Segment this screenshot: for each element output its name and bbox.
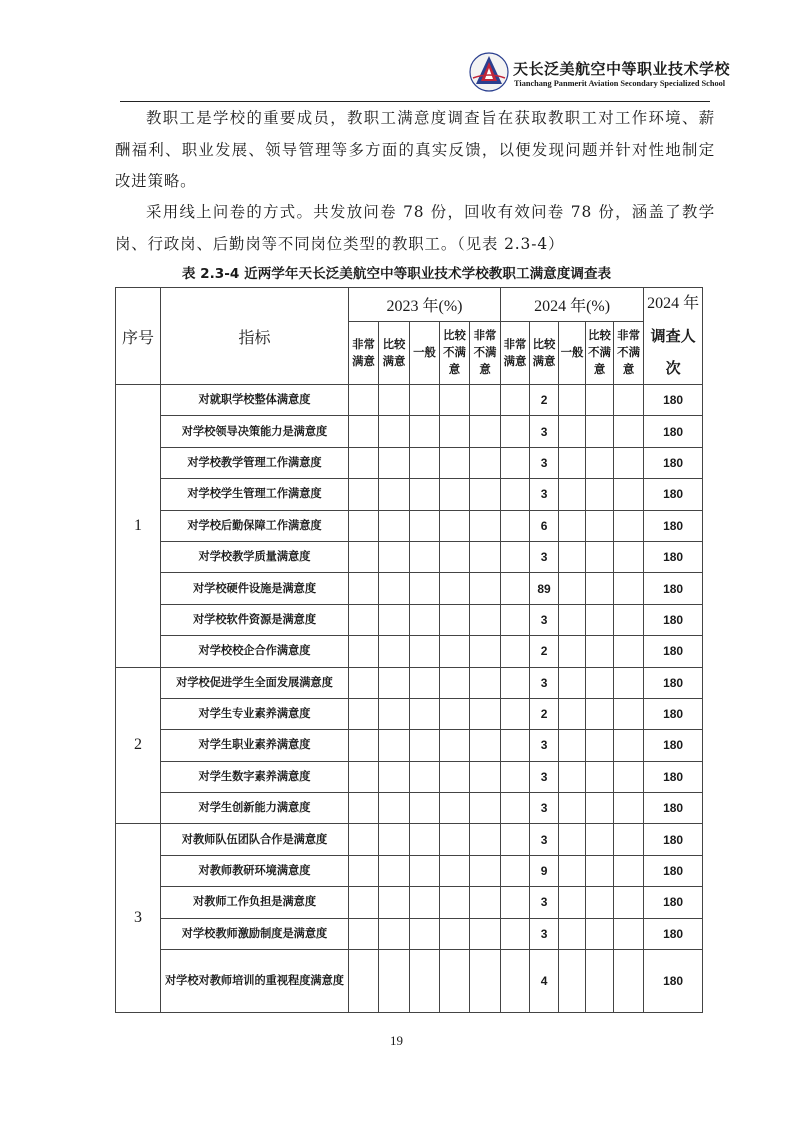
value-cell (614, 824, 644, 855)
school-logo-icon (469, 52, 509, 92)
value-cell (470, 761, 501, 792)
indicator-cell: 对学校软件资源是满意度 (161, 604, 349, 635)
value-cell (470, 447, 501, 478)
value-cell (410, 667, 440, 698)
value-cell (470, 855, 501, 886)
value-cell (379, 698, 410, 729)
table-row (116, 447, 703, 478)
table-row (116, 698, 703, 729)
value-cell (379, 793, 410, 824)
value-cell (586, 416, 614, 447)
value-cell (586, 479, 614, 510)
value-cell (440, 385, 470, 416)
value-cell (470, 824, 501, 855)
value-cell (410, 541, 440, 572)
value-cell (410, 385, 440, 416)
value-cell (614, 636, 644, 667)
survey-count-cell: 180 (644, 447, 703, 478)
value-cell (501, 447, 530, 478)
value-cell (586, 761, 614, 792)
header-level-line: 非常 (473, 328, 497, 343)
value-cell (501, 385, 530, 416)
value-cell (501, 479, 530, 510)
value-cell (440, 510, 470, 541)
indicator-cell: 对教师队伍团队合作是满意度 (161, 824, 349, 855)
value-2024-satisfied: 3 (530, 447, 559, 478)
header-level-2023-1 (379, 321, 410, 384)
table-row (116, 793, 703, 824)
value-cell (559, 510, 586, 541)
value-cell (379, 510, 410, 541)
value-cell (501, 887, 530, 918)
value-cell (410, 824, 440, 855)
value-cell (501, 541, 530, 572)
value-cell (614, 698, 644, 729)
value-2024-satisfied: 3 (530, 730, 559, 761)
value-2024-satisfied: 2 (530, 698, 559, 729)
header-level-2024-4 (614, 321, 644, 384)
value-cell (586, 730, 614, 761)
value-cell (410, 918, 440, 949)
indicator-cell: 对学校促进学生全面发展满意度 (161, 667, 349, 698)
value-cell (586, 541, 614, 572)
value-cell (470, 730, 501, 761)
value-cell (470, 793, 501, 824)
value-cell (559, 604, 586, 635)
value-2024-satisfied: 89 (530, 573, 559, 604)
value-cell (440, 698, 470, 729)
value-cell (349, 604, 379, 635)
survey-count-cell: 180 (644, 573, 703, 604)
value-cell (349, 730, 379, 761)
value-cell (559, 761, 586, 792)
survey-count-cell: 180 (644, 636, 703, 667)
value-cell (501, 761, 530, 792)
value-2024-satisfied: 3 (530, 761, 559, 792)
table-row (116, 667, 703, 698)
value-cell (410, 887, 440, 918)
value-cell (614, 950, 644, 1013)
survey-count-cell: 180 (644, 887, 703, 918)
survey-count-cell: 180 (644, 793, 703, 824)
value-cell (501, 510, 530, 541)
header-level-line: 满意 (382, 353, 406, 368)
value-cell (470, 918, 501, 949)
indicator-cell: 对学生创新能力满意度 (161, 793, 349, 824)
table-row (116, 636, 703, 667)
value-cell (501, 604, 530, 635)
value-cell (349, 447, 379, 478)
value-cell (586, 950, 614, 1013)
value-cell (440, 761, 470, 792)
value-2024-satisfied: 3 (530, 541, 559, 572)
value-cell (586, 667, 614, 698)
value-cell (614, 479, 644, 510)
value-cell (440, 667, 470, 698)
value-cell (349, 887, 379, 918)
value-cell (470, 510, 501, 541)
value-cell (379, 479, 410, 510)
value-cell (586, 385, 614, 416)
value-cell (614, 918, 644, 949)
value-cell (470, 541, 501, 572)
indicator-cell: 对教师工作负担是满意度 (161, 887, 349, 918)
value-cell (470, 573, 501, 604)
indicator-cell: 对学校学生管理工作满意度 (161, 479, 349, 510)
value-cell (614, 416, 644, 447)
value-cell (559, 887, 586, 918)
header-year-2023: 2023 年(%) (349, 288, 501, 322)
table-row (116, 918, 703, 949)
survey-count-cell: 180 (644, 918, 703, 949)
header-count-line3: 次 (665, 359, 681, 377)
value-cell (379, 447, 410, 478)
survey-count-cell: 180 (644, 416, 703, 447)
survey-count-cell: 180 (644, 824, 703, 855)
value-2024-satisfied: 3 (530, 479, 559, 510)
school-name-en: Tianchang Panmerit Aviation Secondary Specialized School (514, 79, 726, 88)
value-cell (379, 667, 410, 698)
table-row (116, 416, 703, 447)
header-indicator: 指标 (161, 288, 349, 385)
table-row (116, 824, 703, 855)
survey-count-cell: 180 (644, 730, 703, 761)
value-cell (440, 636, 470, 667)
value-cell (501, 573, 530, 604)
value-cell (349, 824, 379, 855)
value-cell (440, 855, 470, 886)
header-level-2024-3 (586, 321, 614, 384)
table-row (116, 604, 703, 635)
indicator-cell: 对学校对教师培训的重视程度满意度 (161, 950, 349, 1013)
value-cell (349, 385, 379, 416)
value-cell (614, 667, 644, 698)
value-cell (379, 636, 410, 667)
value-cell (470, 887, 501, 918)
value-cell (501, 855, 530, 886)
value-cell (470, 667, 501, 698)
value-cell (410, 416, 440, 447)
value-cell (379, 416, 410, 447)
header-level-line: 非常 (617, 328, 640, 343)
value-cell (410, 447, 440, 478)
value-cell (440, 793, 470, 824)
table-row (116, 385, 703, 416)
table-row (116, 479, 703, 510)
value-2024-satisfied: 4 (530, 950, 559, 1013)
table-caption: 表 2.3-4 近两学年天长泛美航空中等职业技术学校教职工满意度调查表 (181, 266, 612, 282)
value-cell (410, 636, 440, 667)
value-cell (440, 824, 470, 855)
indicator-cell: 对就职学校整体满意度 (161, 385, 349, 416)
survey-count-cell: 180 (644, 698, 703, 729)
value-cell (501, 698, 530, 729)
value-2024-satisfied: 2 (530, 385, 559, 416)
method-paragraph: 采用线上问卷的方式。共发放问卷 78 份，回收有效问卷 78 份，涵盖了教学岗、行政岗、后勤岗等不同岗位类型的教职工。（见表 2.3-4） (115, 203, 715, 253)
value-cell (559, 667, 586, 698)
value-cell (440, 416, 470, 447)
value-cell (440, 887, 470, 918)
value-cell (586, 636, 614, 667)
table-row (116, 887, 703, 918)
value-cell (379, 385, 410, 416)
value-cell (440, 573, 470, 604)
group-number: 3 (116, 824, 161, 1013)
group-number: 1 (116, 385, 161, 668)
value-cell (501, 918, 530, 949)
value-cell (586, 698, 614, 729)
indicator-cell: 对学校教师激励制度是满意度 (161, 918, 349, 949)
survey-count-cell: 180 (644, 604, 703, 635)
value-cell (614, 385, 644, 416)
value-cell (349, 479, 379, 510)
value-cell (410, 950, 440, 1013)
value-cell (559, 416, 586, 447)
value-cell (559, 855, 586, 886)
survey-count-cell: 180 (644, 761, 703, 792)
header-level-line: 非常 (352, 336, 375, 351)
value-cell (349, 416, 379, 447)
value-cell (349, 667, 379, 698)
header-level-line: 不满 (473, 345, 497, 360)
survey-count-cell: 180 (644, 855, 703, 886)
value-cell (586, 447, 614, 478)
value-cell (349, 918, 379, 949)
value-cell (440, 918, 470, 949)
value-2024-satisfied: 3 (530, 416, 559, 447)
header-level-2023-4 (470, 321, 501, 384)
value-cell (501, 824, 530, 855)
indicator-cell: 对学校教学管理工作满意度 (161, 447, 349, 478)
survey-count-cell: 180 (644, 385, 703, 416)
value-2024-satisfied: 3 (530, 604, 559, 635)
value-cell (410, 604, 440, 635)
value-cell (440, 541, 470, 572)
value-2024-satisfied: 3 (530, 824, 559, 855)
value-cell (410, 855, 440, 886)
header-level-line: 不满 (588, 345, 611, 360)
value-cell (379, 918, 410, 949)
value-cell (559, 447, 586, 478)
value-2024-satisfied: 3 (530, 887, 559, 918)
value-cell (470, 479, 501, 510)
value-2024-satisfied: 6 (530, 510, 559, 541)
value-cell (349, 761, 379, 792)
indicator-cell: 对学生数字素养满意度 (161, 761, 349, 792)
value-cell (586, 887, 614, 918)
indicator-cell: 对学生专业素养满意度 (161, 698, 349, 729)
value-cell (501, 416, 530, 447)
indicator-cell: 对学校校企合作满意度 (161, 636, 349, 667)
value-cell (470, 950, 501, 1013)
value-cell (586, 510, 614, 541)
value-cell (559, 824, 586, 855)
header-year-2024: 2024 年(%) (501, 288, 644, 322)
value-cell (410, 793, 440, 824)
value-cell (614, 573, 644, 604)
value-cell (559, 698, 586, 729)
value-cell (440, 730, 470, 761)
header-level-line: 不满 (443, 345, 466, 360)
value-cell (501, 730, 530, 761)
value-cell (586, 604, 614, 635)
value-cell (559, 950, 586, 1013)
header-level-line: 比较 (443, 328, 466, 343)
header-level-line: 满意 (352, 353, 375, 368)
indicator-cell: 对学校教学质量满意度 (161, 541, 349, 572)
value-cell (501, 950, 530, 1013)
table-row (116, 541, 703, 572)
value-cell (379, 761, 410, 792)
intro-paragraph: 教职工是学校的重要成员，教职工满意度调查旨在获取教职工对工作环境、薪酬福利、职业发展、领导管理等多方面的真实反馈，以便发现问题并针对性地制定改进策略。 (115, 109, 715, 190)
value-cell (349, 698, 379, 729)
header-level-line: 比较 (382, 336, 406, 351)
value-cell (440, 604, 470, 635)
value-2024-satisfied: 3 (530, 667, 559, 698)
table-row (116, 573, 703, 604)
value-cell (410, 698, 440, 729)
value-cell (379, 824, 410, 855)
header-level-line: 意 (448, 362, 461, 377)
header-count-line2: 调查人 (650, 327, 696, 345)
indicator-cell: 对教师教研环境满意度 (161, 855, 349, 886)
value-2024-satisfied: 2 (530, 636, 559, 667)
value-cell (559, 479, 586, 510)
value-cell (559, 573, 586, 604)
value-cell (614, 604, 644, 635)
value-cell (470, 385, 501, 416)
value-cell (614, 855, 644, 886)
value-cell (586, 573, 614, 604)
value-cell (586, 918, 614, 949)
value-cell (349, 573, 379, 604)
value-cell (379, 730, 410, 761)
indicator-cell: 对学校硬件设施是满意度 (161, 573, 349, 604)
value-cell (470, 698, 501, 729)
header-level-line: 一般 (560, 345, 584, 360)
value-cell (349, 950, 379, 1013)
header-level-line: 满意 (532, 353, 556, 368)
header-level-line: 一般 (413, 345, 436, 360)
satisfaction-table (115, 287, 703, 1013)
value-2024-satisfied: 9 (530, 855, 559, 886)
table-row (116, 761, 703, 792)
survey-count-cell: 180 (644, 667, 703, 698)
value-cell (614, 761, 644, 792)
value-cell (586, 824, 614, 855)
group-number: 2 (116, 667, 161, 824)
header-level-line: 意 (479, 362, 491, 377)
value-cell (501, 793, 530, 824)
value-cell (614, 541, 644, 572)
value-cell (614, 793, 644, 824)
value-cell (586, 793, 614, 824)
survey-count-cell: 180 (644, 950, 703, 1013)
value-cell (440, 950, 470, 1013)
value-cell (349, 510, 379, 541)
value-cell (559, 636, 586, 667)
value-cell (559, 541, 586, 572)
value-cell (349, 541, 379, 572)
header-level-2023-3 (440, 321, 470, 384)
value-cell (440, 447, 470, 478)
value-cell (379, 604, 410, 635)
value-cell (379, 855, 410, 886)
value-cell (410, 573, 440, 604)
header-level-2024-0 (501, 321, 530, 384)
header-level-line: 不满 (617, 345, 640, 360)
value-cell (379, 573, 410, 604)
table-row (116, 950, 703, 1013)
value-cell (586, 855, 614, 886)
value-cell (440, 479, 470, 510)
value-cell (470, 416, 501, 447)
indicator-cell: 对学生职业素养满意度 (161, 730, 349, 761)
header-level-line: 非常 (503, 336, 527, 351)
value-2024-satisfied: 3 (530, 793, 559, 824)
survey-count-cell: 180 (644, 479, 703, 510)
value-cell (349, 793, 379, 824)
value-cell (349, 855, 379, 886)
value-cell (410, 510, 440, 541)
value-cell (410, 730, 440, 761)
value-cell (559, 730, 586, 761)
indicator-cell: 对学校后勤保障工作满意度 (161, 510, 349, 541)
header-level-line: 比较 (532, 336, 556, 351)
value-cell (614, 447, 644, 478)
value-cell (559, 918, 586, 949)
value-cell (559, 385, 586, 416)
header-level-2023-2 (410, 321, 440, 384)
header-level-2023-0 (349, 321, 379, 384)
header-level-line: 意 (622, 362, 635, 377)
survey-count-cell: 180 (644, 541, 703, 572)
value-cell (379, 541, 410, 572)
header-level-line: 意 (593, 362, 606, 377)
page-number: 19 (390, 1033, 403, 1048)
header-level-2024-1 (530, 321, 559, 384)
value-cell (410, 761, 440, 792)
school-name-cn: 天长泛美航空中等职业技术学校 (513, 60, 731, 78)
header-seq: 序号 (116, 288, 161, 385)
value-cell (470, 604, 501, 635)
value-cell (501, 636, 530, 667)
value-cell (470, 636, 501, 667)
value-cell (614, 887, 644, 918)
value-cell (614, 730, 644, 761)
value-2024-satisfied: 3 (530, 918, 559, 949)
table-row (116, 855, 703, 886)
table-row (116, 510, 703, 541)
value-cell (559, 793, 586, 824)
table-row (116, 730, 703, 761)
value-cell (614, 510, 644, 541)
header-level-2024-2 (559, 321, 586, 384)
value-cell (379, 950, 410, 1013)
value-cell (379, 887, 410, 918)
indicator-cell: 对学校领导决策能力是满意度 (161, 416, 349, 447)
survey-count-cell: 180 (644, 510, 703, 541)
header-level-line: 比较 (588, 328, 611, 343)
header-level-line: 满意 (503, 353, 527, 368)
header-count-line1: 2024 年 (647, 295, 700, 312)
value-cell (501, 667, 530, 698)
value-cell (349, 636, 379, 667)
value-cell (410, 479, 440, 510)
header-survey-count (644, 288, 703, 385)
header-divider (120, 101, 710, 102)
